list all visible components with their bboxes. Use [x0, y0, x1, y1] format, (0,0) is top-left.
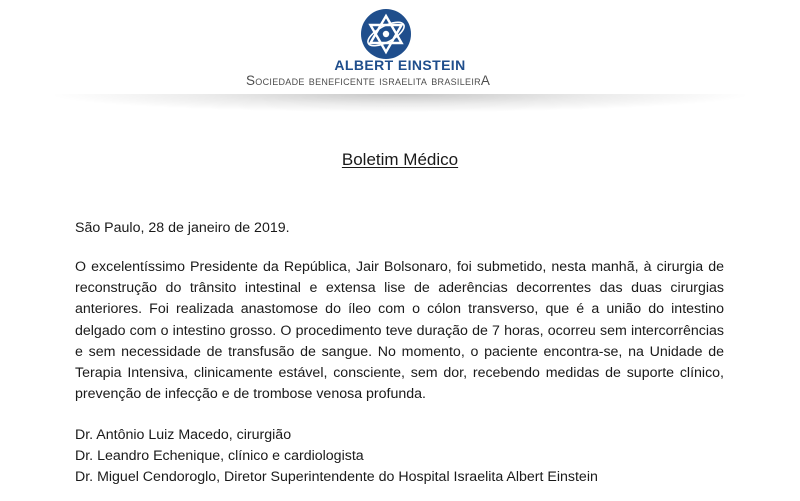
header-divider-shadow: [55, 94, 745, 112]
letterhead: [0, 0, 800, 110]
signature-line: Dr. Leandro Echenique, clínico e cardiologista: [75, 448, 364, 464]
dateline: São Paulo, 28 de janeiro de 2019.: [75, 220, 290, 236]
signature-line: Dr. Antônio Luiz Macedo, cirurgião: [75, 427, 292, 443]
document-title: Boletim Médico: [341, 150, 459, 169]
star-of-david-globe-icon: [360, 8, 412, 60]
signature-line: Dr. Miguel Cendoroglo, Diretor Superintendente do Hospital Israelita Albert Einstein: [75, 469, 598, 485]
org-subtitle: Sociedade beneficente israelita brasileirA: [246, 73, 491, 88]
signature-block: [75, 425, 598, 488]
org-name: ALBERT EINSTEIN: [334, 57, 466, 73]
body-paragraph: O excelentíssimo Presidente da República, Jair Bolsonaro, foi submetido, nesta manhã, à cirurgia de reconstrução do trânsito intestinal e extensa lise de aderências decorrentes das duas cirurgias anteriores. Foi realizada anastomose do íleo com o cólon transverso, que é a união do intestino delgado com o intestino grosso. O procedimento teve duração de 7 horas, ocorreu sem intercorrências e sem necessidade de transfusão de sangue. No momento, o paciente encontra-se, na Unidade de Terapia Intensiva, clinicamente estável, consciente, sem dor, recebendo medidas de suporte clínico, prevenção de infecção e de trombose venosa profunda.: [75, 259, 724, 403]
